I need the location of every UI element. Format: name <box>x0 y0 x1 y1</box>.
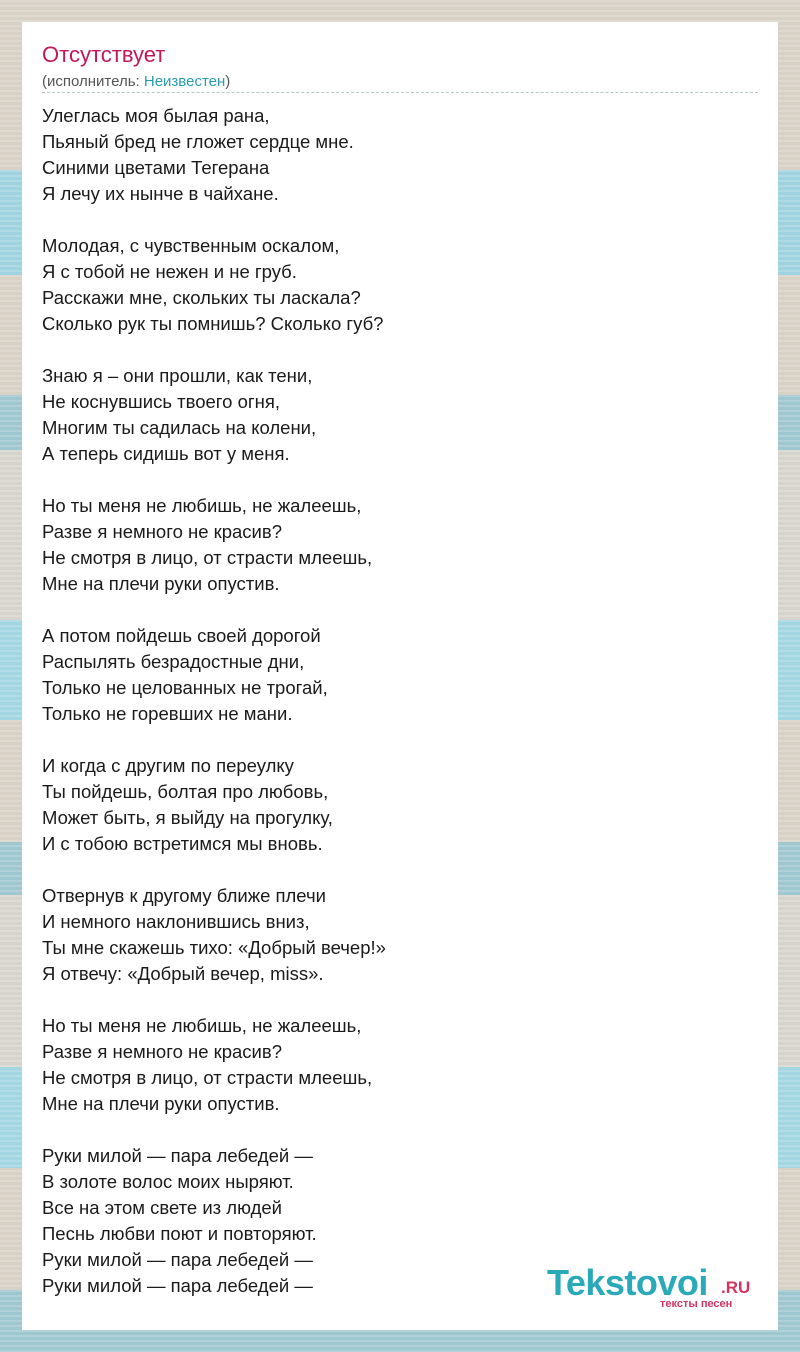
lyric-line: Многим ты садилась на колени, <box>42 417 317 438</box>
lyric-line: Знаю я – они прошли, как тени, <box>42 365 313 386</box>
artist-prefix: (исполнитель: <box>42 73 144 90</box>
stanza-gap <box>42 207 386 233</box>
lyrics-text <box>42 103 386 1299</box>
lyric-line: И когда с другим по переулку <box>42 755 294 776</box>
lyric-line: Не смотря в лицо, от страсти млеешь, <box>42 547 373 568</box>
lyric-line: Руки милой — пара лебедей — <box>42 1275 313 1296</box>
lyric-line: Расскажи мне, скольких ты ласкала? <box>42 287 361 308</box>
lyric-line: Мне на плечи руки опустив. <box>42 1093 280 1114</box>
logo-tagline: тексты песен <box>660 1298 733 1310</box>
lyric-line: И с тобою встретимся мы вновь. <box>42 833 323 854</box>
lyric-line: Синими цветами Тегерана <box>42 157 270 178</box>
lyric-line: Я с тобой не нежен и не груб. <box>42 261 297 282</box>
lyric-line: Разве я немного не красив? <box>42 521 283 542</box>
artist-suffix: ) <box>225 73 231 90</box>
song-title: Отсутствует <box>42 42 166 67</box>
site-logo[interactable] <box>547 1262 757 1312</box>
stanza-gap <box>42 727 386 753</box>
lyric-line: Все на этом свете из людей <box>42 1197 282 1218</box>
stanza-gap <box>42 1117 386 1143</box>
lyric-line: Не смотря в лицо, от страсти млеешь, <box>42 1067 373 1088</box>
lyric-line: Я отвечу: «Добрый вечер, miss». <box>42 963 324 984</box>
lyric-line: Песнь любви поют и повторяют. <box>42 1223 317 1244</box>
lyric-line: Сколько рук ты помнишь? Сколько губ? <box>42 313 384 334</box>
lyric-line: И немного наклонившись вниз, <box>42 911 310 932</box>
stanza-gap <box>42 467 386 493</box>
lyric-line: Мне на плечи руки опустив. <box>42 573 280 594</box>
lyric-line: Я лечу их нынче в чайхане. <box>42 183 279 204</box>
stanza-gap <box>42 987 386 1013</box>
header-divider <box>42 92 758 93</box>
lyric-line: Улеглась моя былая рана, <box>42 105 270 126</box>
logo-domain: .RU <box>721 1278 751 1297</box>
lyric-line: Может быть, я выйду на прогулку, <box>42 807 333 828</box>
lyric-line: А теперь сидишь вот у меня. <box>42 443 290 464</box>
lyric-line: Только не целованных не трогай, <box>42 677 328 698</box>
artist-link[interactable]: Неизвестен <box>143 73 226 90</box>
lyric-line: Отвернув к другому ближе плечи <box>42 885 326 906</box>
lyrics-panel <box>22 22 778 1330</box>
lyric-line: Только не горевших не мани. <box>42 703 293 724</box>
stanza-gap <box>42 337 386 363</box>
artist-line <box>42 73 230 90</box>
lyric-line: Но ты меня не любишь, не жалеешь, <box>42 495 362 516</box>
logo-name: Tekstovoi <box>547 1262 708 1303</box>
stanza-gap <box>42 857 386 883</box>
lyric-line: Распылять безрадостные дни, <box>42 651 305 672</box>
lyric-line: Ты пойдешь, болтая про любовь, <box>42 781 329 802</box>
stanza-gap <box>42 597 386 623</box>
lyric-line: А потом пойдешь своей дорогой <box>42 625 321 646</box>
lyric-line: Руки милой — пара лебедей — <box>42 1145 313 1166</box>
lyric-line: В золоте волос моих ныряют. <box>42 1171 294 1192</box>
lyric-line: Молодая, с чувственным оскалом, <box>42 235 340 256</box>
lyric-line: Но ты меня не любишь, не жалеешь, <box>42 1015 362 1036</box>
lyric-line: Не коснувшись твоего огня, <box>42 391 280 412</box>
lyric-line: Руки милой — пара лебедей — <box>42 1249 313 1270</box>
lyric-line: Ты мне скажешь тихо: «Добрый вечер!» <box>42 937 386 958</box>
lyric-line: Пьяный бред не гложет сердце мне. <box>42 131 354 152</box>
lyric-line: Разве я немного не красив? <box>42 1041 283 1062</box>
